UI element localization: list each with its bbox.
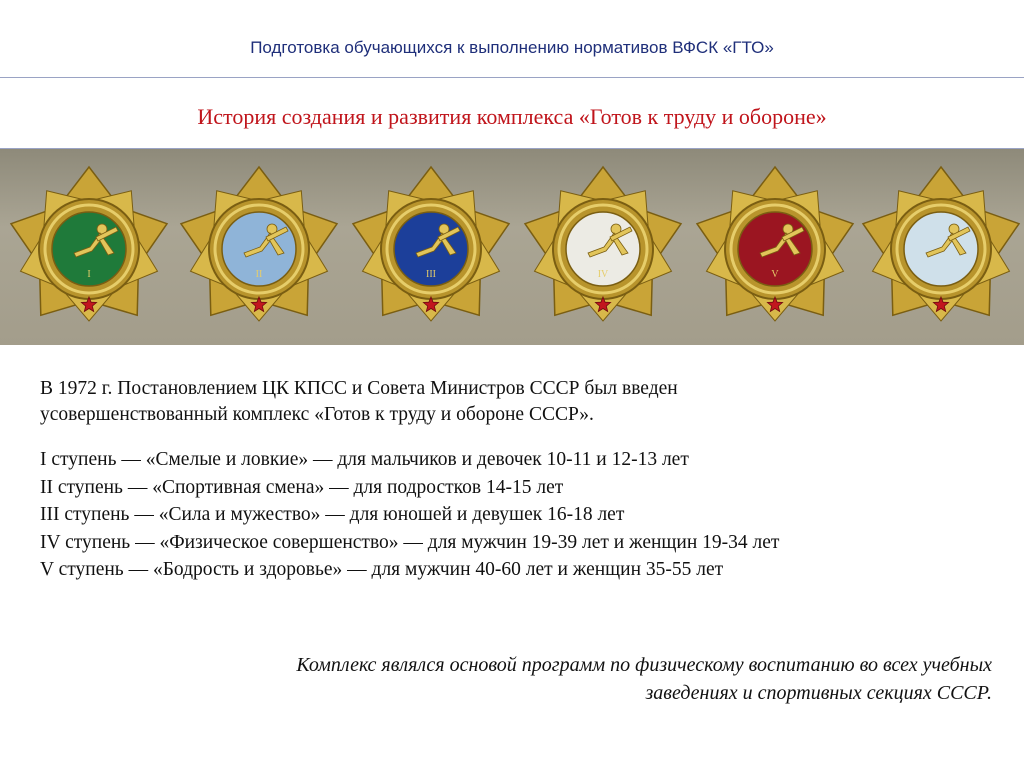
conclusion-paragraph <box>52 651 992 707</box>
gto-badge-icon <box>518 163 688 333</box>
svg-text:IV: IV <box>597 269 609 280</box>
levels-list <box>40 446 1000 584</box>
svg-text:III: III <box>426 269 436 280</box>
svg-text:V: V <box>771 269 779 280</box>
intro-paragraph <box>40 376 980 428</box>
header-divider <box>0 77 1024 78</box>
header-title: Подготовка обучающихся к выполнению нормативов ВФСК «ГТО» <box>250 38 774 57</box>
level-item: IV ступень — «Физическое совершенство» — для мужчин 19-39 лет и женщин 19-34 лет <box>40 531 780 553</box>
level-item: III ступень — «Сила и мужество» — для юношей и девушек 16-18 лет <box>40 504 625 525</box>
gto-badge-icon <box>174 163 344 333</box>
gto-badge-icon <box>346 163 516 333</box>
svg-text:II: II <box>255 269 263 280</box>
gto-badge-icon <box>690 163 860 333</box>
intro-line: усовершенствованный комплекс «Готов к труду и обороне СССР». <box>40 404 594 425</box>
slide-subtitle: История создания и развития комплекса «Готов к труду и обороне» <box>197 104 827 129</box>
level-item: I ступень — «Смелые и ловкие» — для мальчиков и девочек 10-11 и 12-13 лет <box>40 449 689 470</box>
level-item: V ступень — «Бодрость и здоровье» — для мужчин 40-60 лет и женщин 35-55 лет <box>40 559 724 580</box>
gto-badge-icon <box>4 163 174 333</box>
level-item: II ступень — «Спортивная смена» — для подростков 14-15 лет <box>40 476 564 498</box>
intro-line: В 1972 г. Постановлением ЦК КПСС и Совета Министров СССР был введен <box>40 378 678 399</box>
svg-text:I: I <box>87 269 91 280</box>
gto-badge-icon <box>856 163 1024 333</box>
conclusion-line: Комплекс являлся основой программ по физическому воспитанию во всех учебных <box>296 654 992 676</box>
gto-badges-photo <box>0 149 1024 345</box>
conclusion-line: заведениях и спортивных секциях СССР. <box>645 682 992 704</box>
